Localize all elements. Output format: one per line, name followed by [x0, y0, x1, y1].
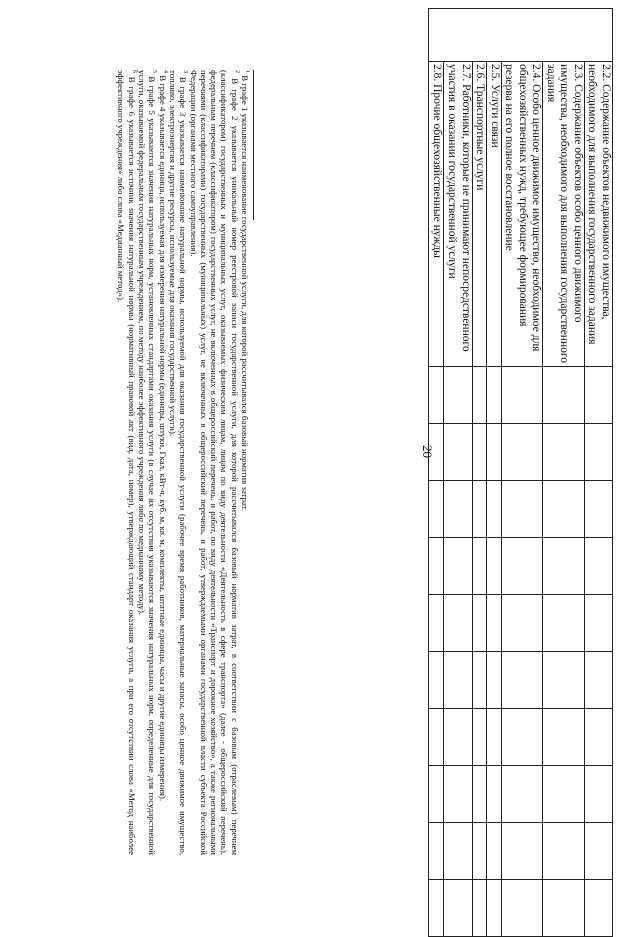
footnote-text: В графе 5 указываются значения натуральных норм, установленных стандартами оказания услуги (в случае их отсутствия указываются значения натуральных норм, определенные для государственной услуги, оказываемой федеральным государственным учреждением, по методу наиболее эффективного учреждения либо по медианному методу).	[137, 70, 158, 855]
table-cell	[444, 823, 473, 880]
table-row	[585, 9, 613, 937]
table-cell	[585, 880, 613, 937]
footnote	[168, 70, 189, 855]
table-cell	[473, 481, 488, 538]
table-row	[543, 9, 585, 937]
footnotes	[116, 70, 254, 855]
table-cell	[502, 424, 544, 481]
table-cell	[502, 766, 544, 823]
footnote-text: В графе 4 указывается единица, используемая для измерения натуральной нормы (единицы, штуки, Гкал, кВт-ч, куб. м, кв. м, комплекты, штатные единицы, часы и другие единицы измерения).	[157, 75, 168, 802]
table-cell	[487, 481, 502, 538]
table-cell	[585, 595, 613, 652]
footnote-text: В графе 1 указывается наименование государственной услуги, для которой рассчитывался базовый норматив затрат.	[240, 75, 250, 512]
footnote-text: В графе 3 указывается наименование натуральной нормы, используемой для оказания государственной услуги (рабочее время работников, материальные запасы, особо ценное движимое имущество, топливо, электроэнергия и другие ресурсы, используемые для оказания государственной услуги).	[167, 70, 189, 855]
table-cell	[543, 367, 585, 424]
row-label: 2.6. Транспортные услуги	[473, 62, 488, 367]
table-cell	[502, 481, 544, 538]
table-cell	[543, 424, 585, 481]
table-cell	[487, 880, 502, 937]
footnote-mark: 4	[161, 70, 168, 73]
table-cell	[502, 880, 544, 937]
row-label: 2.5. Услуги связи	[487, 62, 502, 367]
table-cell	[543, 709, 585, 766]
table-cell	[543, 823, 585, 880]
footnote-mark: 2	[233, 70, 240, 73]
table-cell	[473, 595, 488, 652]
table-cell	[429, 880, 444, 937]
table-row	[473, 9, 488, 937]
table-cell	[444, 424, 473, 481]
table-cell	[429, 424, 444, 481]
table-cell	[487, 538, 502, 595]
table-cell	[487, 709, 502, 766]
row-label: 2.4. Особо ценное движимое имущество, необходимое для общехозяйственных нужд, требующее формирования резерва на его полное восстановление	[502, 62, 544, 367]
footnote-mark: 5	[151, 70, 158, 73]
merged-cell	[429, 9, 613, 62]
table-cell	[502, 652, 544, 709]
table-cell	[429, 595, 444, 652]
table-cell	[429, 766, 444, 823]
table-row	[444, 9, 473, 937]
table-cell	[543, 481, 585, 538]
table-cell	[429, 538, 444, 595]
table-cell	[473, 709, 488, 766]
table-cell	[487, 766, 502, 823]
table-cell	[429, 652, 444, 709]
table-cell	[473, 766, 488, 823]
table-cell	[487, 595, 502, 652]
footnote-mark: 1	[243, 70, 250, 73]
table-cell	[473, 367, 488, 424]
table-cell	[502, 538, 544, 595]
row-label: 2.7. Работники, которые не принимают непосредственного участия в оказании государственной услуги	[444, 62, 473, 367]
row-label: 2.2. Содержание объектов недвижимого имущества, необходимого для выполнения государственного задания	[585, 62, 613, 367]
table-cell	[543, 595, 585, 652]
table-cell	[444, 595, 473, 652]
table-cell	[444, 880, 473, 937]
row-label: 2.8. Прочие общехозяйственные нужды	[429, 62, 444, 367]
table-cell	[543, 766, 585, 823]
table-cell	[473, 538, 488, 595]
table-cell	[585, 823, 613, 880]
table-cell	[444, 652, 473, 709]
table-cell	[444, 538, 473, 595]
page-number: 20	[420, 445, 435, 458]
footnote-text: В графе 2 указывается уникальный номер реестровой записи государственной услуги, для которой рассчитывался базовый норматив затрат, в соответствии с базовым (отраслевым) перечнем (классификатором) государственных и муниципальных услуг, оказываемых физическим лицам, лицам по виду деятельности «Деятельность в сфере транспорта» (далее - общероссийский перечень), федеральным перечнем (классификатором) государственных услуг, не включенных в общероссийский перечень, и работ, по виду деятельности «Транспорт и дорожное хозяйство», а также региональными перечнями (классификаторами) государственных (муниципальных) услуг, не включенных в общероссийский перечень, и работ, утверждаемыми органами государственной власти субъекта Российской Федерации (органами местного самоуправления).	[188, 70, 240, 856]
footnote-mark: 6	[130, 70, 137, 73]
table-cell	[487, 424, 502, 481]
footnote	[240, 70, 250, 855]
table-cell	[502, 595, 544, 652]
table-cell	[444, 766, 473, 823]
table-cell	[487, 367, 502, 424]
footnote	[137, 70, 158, 855]
row-label: 2.3. Содержание объектов особо ценного движимого имущества, необходимого для выполнения государственного задания	[543, 62, 585, 367]
footnote-text: В графе 6 указывается источник значения натуральной нормы (нормативный правовой акт (вид, дата, номер), утверждающий стандарт оказания услуги, а при его отсутствии слова «Метод наиболее эффективного учреждения» либо слова «Медианный метод»).	[116, 70, 137, 855]
table-cell	[585, 709, 613, 766]
table-cell	[429, 367, 444, 424]
table-cell	[502, 709, 544, 766]
table-cell	[585, 766, 613, 823]
table-cell	[444, 367, 473, 424]
table-row	[487, 9, 502, 937]
table-cell	[585, 538, 613, 595]
table-cell	[543, 538, 585, 595]
table-cell	[502, 823, 544, 880]
footnote	[157, 70, 167, 855]
table-cell	[473, 424, 488, 481]
table-cell	[487, 823, 502, 880]
footnote	[116, 70, 137, 855]
table-cell	[444, 709, 473, 766]
table-row	[502, 9, 544, 937]
norms-table	[429, 8, 614, 937]
footnote	[188, 70, 239, 855]
table-cell	[429, 823, 444, 880]
table-cell	[473, 880, 488, 937]
table-cell	[543, 652, 585, 709]
table-cell	[429, 709, 444, 766]
table-cell	[585, 367, 613, 424]
footnote-mark: 3	[182, 70, 189, 73]
table-cell	[473, 652, 488, 709]
table-row	[429, 9, 444, 937]
table-cell	[429, 481, 444, 538]
table-cell	[585, 481, 613, 538]
table-cell	[473, 823, 488, 880]
table-cell	[444, 481, 473, 538]
footnote-separator	[253, 70, 254, 220]
table-cell	[487, 652, 502, 709]
table-cell	[543, 880, 585, 937]
table-cell	[585, 652, 613, 709]
table-cell	[585, 424, 613, 481]
table-cell	[502, 367, 544, 424]
